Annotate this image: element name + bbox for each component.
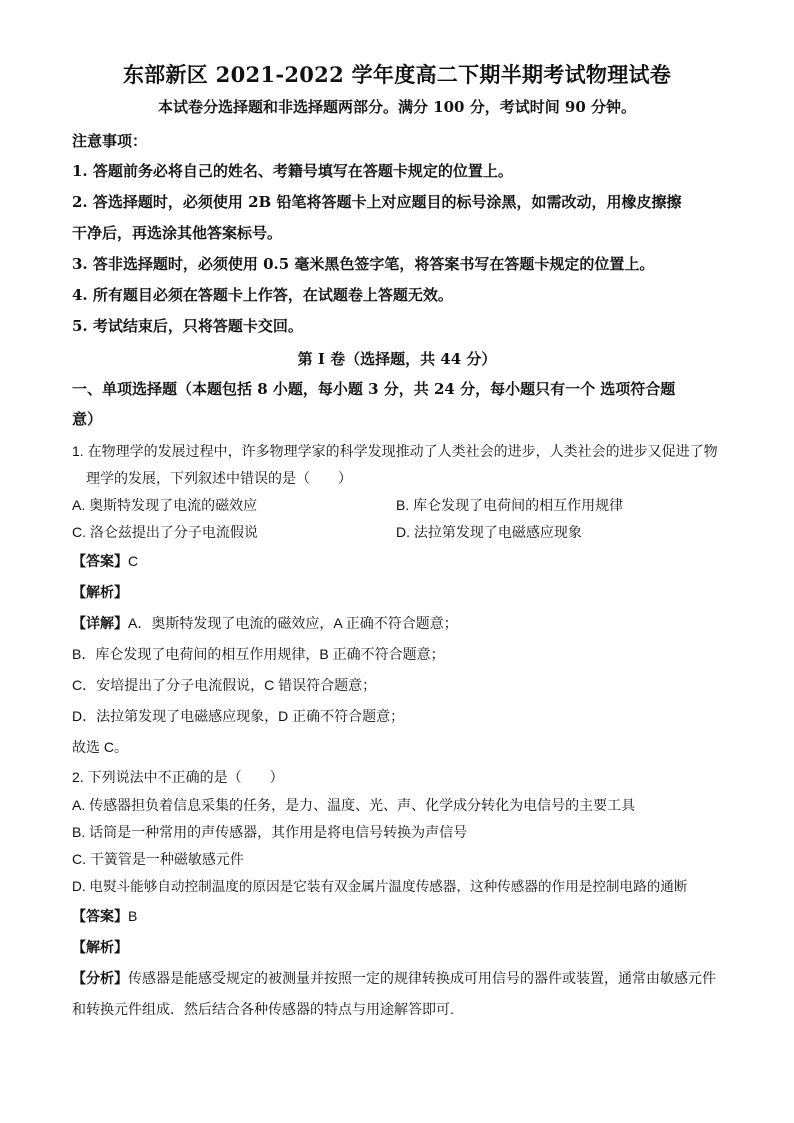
q1-options	[72, 492, 722, 546]
section-heading-cont: 意）	[72, 410, 103, 428]
q1-stem-cont: 理学的发展，下列叙述中错误的是（ ）	[86, 470, 352, 486]
q1-answer	[72, 547, 722, 575]
q2-fenxi	[72, 964, 722, 992]
detail-line: A．奥斯特发现了电流的磁效应，A 正确不符合题意；	[128, 615, 458, 631]
q2-option-b: B. 话筒是一种常用的声传感器，其作用是将电信号转换为声信号	[72, 824, 468, 840]
answer-value: B	[128, 908, 138, 924]
note-item-1: 1. 答题前务必将自己的姓名、考籍号填写在答题卡规定的位置上。	[72, 162, 513, 180]
section-heading: 一、单项选择题（本题包括 8 小题，每小题 3 分，共 24 分，每小题只有一个 选项符合题	[72, 380, 676, 398]
answer-value: C	[128, 553, 139, 569]
note-item-5: 5. 考试结束后，只将答题卡交回。	[72, 317, 303, 335]
q2-option-d: D. 电熨斗能够自动控制温度的原因是它装有双金属片温度传感器，这种传感器的作用是控制电路的通断	[72, 879, 688, 894]
question-1	[72, 438, 722, 761]
analysis-tag: 【解析】	[72, 584, 128, 600]
exam-title: 东部新区 2021-2022 学年度高二下期半期考试物理试卷	[122, 62, 672, 87]
q2-analysis	[72, 933, 722, 961]
note-item-4: 4. 所有题目必须在答题卡上作答，在试题卷上答题无效。	[72, 286, 453, 304]
question-2	[72, 764, 722, 1023]
analysis-tag: 【解析】	[72, 939, 128, 955]
q1-analysis	[72, 578, 722, 606]
q2-options	[72, 792, 722, 900]
answer-tag: 【答案】	[72, 553, 128, 569]
q2-option-c: C. 干簧管是一种磁敏感元件	[72, 851, 244, 867]
q1-option-d: D. 法拉第发现了电磁感应现象	[396, 524, 582, 540]
q1-stem: 1. 在物理学的发展过程中，许多物理学家的科学发现推动了人类社会的进步，人类社会的进步又促进了物	[72, 443, 718, 459]
detail-line: C．安培提出了分子电流假说，C 错误符合题意；	[72, 677, 377, 693]
q2-stem: 2. 下列说法中不正确的是（ ）	[72, 769, 284, 785]
note-item-2: 2. 答选择题时，必须使用 2B 铅笔将答题卡上对应题目的标号涂黑，如需改动，用橡皮擦擦	[72, 193, 682, 211]
detail-conclusion: 故选 C。	[72, 739, 128, 755]
note-item-3: 3. 答非选择题时，必须使用 0.5 毫米黑色签字笔，将答案书写在答题卡规定的位置上。	[72, 255, 655, 273]
answer-tag: 【答案】	[72, 908, 128, 924]
fenxi-text: 传感器是能感受规定的被测量并按照一定的规律转换成可用信号的器件或装置，通常由敏感元件	[128, 970, 716, 986]
q1-option-a: A. 奥斯特发现了电流的磁效应	[72, 497, 258, 513]
detail-line: D．法拉第发现了电磁感应现象，D 正确不符合题意；	[72, 708, 405, 724]
notes-block	[72, 126, 722, 342]
detail-line: B．库仑发现了电荷间的相互作用规律，B 正确不符合题意；	[72, 646, 445, 662]
notes-heading: 注意事项：	[72, 132, 148, 150]
q1-option-b: B. 库仑发现了电荷间的相互作用规律	[396, 497, 624, 513]
fenxi-tag: 【分析】	[72, 970, 128, 986]
q1-option-c: C. 洛仑兹提出了分子电流假说	[72, 524, 258, 540]
part-title: 第 I 卷（选择题，共 44 分）	[297, 350, 497, 368]
exam-subtitle: 本试卷分选择题和非选择题两部分。满分 100 分，考试时间 90 分钟。	[157, 98, 637, 116]
q2-answer	[72, 902, 722, 930]
fenxi-text-cont: 和转换元件组成．然后结合各种传感器的特点与用途解答即可.	[72, 1001, 454, 1017]
note-item-2-cont: 干净后，再选涂其他答案标号。	[72, 224, 283, 242]
q2-option-a: A. 传感器担负着信息采集的任务，是力、温度、光、声、化学成分转化为电信号的主要工具	[72, 797, 636, 813]
detail-tag: 【详解】	[72, 615, 128, 631]
q1-detail	[72, 609, 722, 637]
